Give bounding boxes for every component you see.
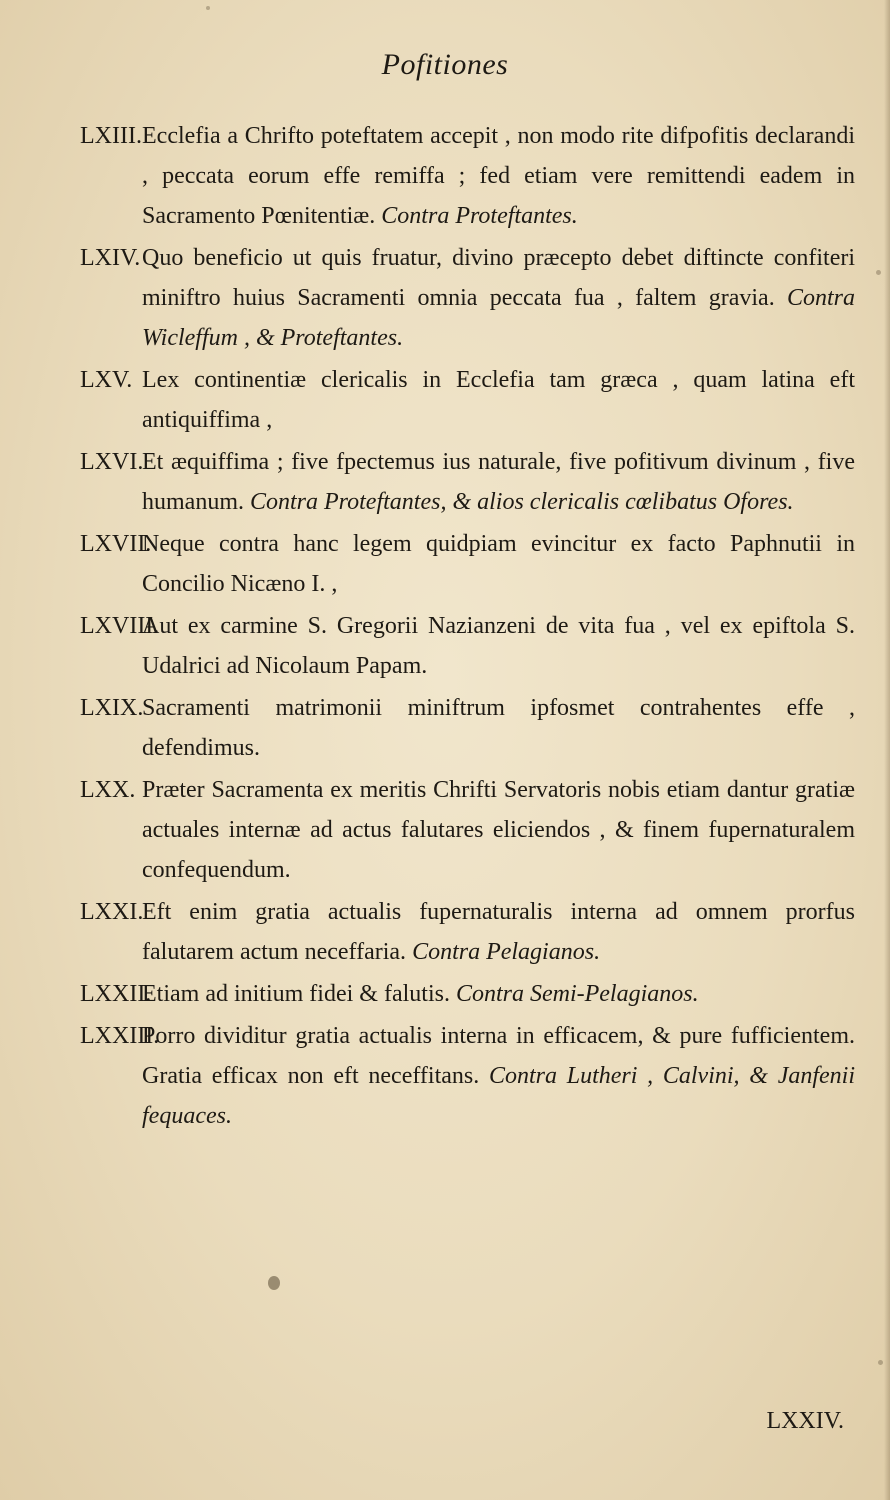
catchword: LXXIV. [766, 1408, 844, 1434]
entry-number: LXXI. [80, 899, 144, 925]
ink-speck [876, 270, 881, 275]
entry-63 [80, 116, 855, 236]
entry-64 [80, 238, 855, 358]
entry-number: LXV. [80, 367, 133, 393]
entry-72 [80, 974, 855, 1014]
entry-text: Ecclefia a Chrifto poteftatem accepit , non modo rite difpofitis declarandi , peccata eorum effe remiffa ; fed etiam vere remittendi eadem in Sacramento Pœnitentiæ. Contra Proteftantes. [142, 123, 855, 229]
entry-text: Quo beneficio ut quis fruatur, divino præcepto debet diftincte confiteri miniftro huius Sacramenti omnia peccata fua , faltem gravia. Contra Wicleffum , & Proteftantes. [142, 245, 855, 351]
entry-70 [80, 770, 855, 890]
entry-text: Aut ex carmine S. Gregorii Nazianzeni de vita fua , vel ex epiftola S. Udalrici ad Nicolaum Papam. [142, 613, 855, 679]
entry-text: Sacramenti matrimonii miniftrum ipfosmet contrahentes effe , defendimus. [142, 695, 855, 761]
entry-69 [80, 688, 855, 768]
entry-number: LXVII. [80, 531, 152, 557]
entry-number: LXX. [80, 777, 136, 803]
entry-text: Lex continentiæ clericalis in Ecclefia tam græca , quam latina eft antiquiffima , [142, 367, 855, 433]
entry-number: LXIX. [80, 695, 144, 721]
entry-text: Eft enim gratia actualis fupernaturalis interna ad omnem prorfus falutarem actum neceffaria. Contra Pelagianos. [142, 899, 855, 965]
ink-speck [206, 6, 210, 10]
ink-speck [268, 1276, 280, 1290]
entry-number: LXVIII. [80, 613, 160, 639]
entry-text: Neque contra hanc legem quidpiam evincitur ex facto Paphnutii in Concilio Nicæno I. , [142, 531, 855, 597]
page-edge-shadow [884, 0, 890, 1500]
entry-text: Etiam ad initium fidei & falutis. Contra Semi-Pelagianos. [142, 981, 699, 1007]
positions-list [80, 116, 855, 1138]
entry-text: Et æquiffima ; five fpectemus ius naturale, five pofitivum divinum , five humanum. Contra Proteftantes, & alios clericalis cœlibatus Ofores. [142, 449, 855, 515]
entry-68 [80, 606, 855, 686]
entry-number: LXIV. [80, 245, 141, 271]
running-header: Pofitiones [381, 48, 509, 81]
entry-67 [80, 524, 855, 604]
entry-65 [80, 360, 855, 440]
entry-number: LXXIII. [80, 1023, 160, 1049]
entry-73 [80, 1016, 855, 1136]
entry-71 [80, 892, 855, 972]
entry-text: Porro dividitur gratia actualis interna in efficacem, & pure fufficientem. Gratia efficax non eft neceffitans. Contra Lutheri , Calvini, & Janfenii fequaces. [142, 1023, 855, 1129]
entry-66 [80, 442, 855, 522]
entry-number: LXIII. [80, 123, 142, 149]
entry-number: LXXII. [80, 981, 152, 1007]
entry-text: Præter Sacramenta ex meritis Chrifti Servatoris nobis etiam dantur gratiæ actuales internæ ad actus falutares eliciendos , & finem fupernaturalem confequendum. [142, 777, 855, 883]
ink-speck [878, 1360, 883, 1365]
entry-number: LXVI. [80, 449, 144, 475]
